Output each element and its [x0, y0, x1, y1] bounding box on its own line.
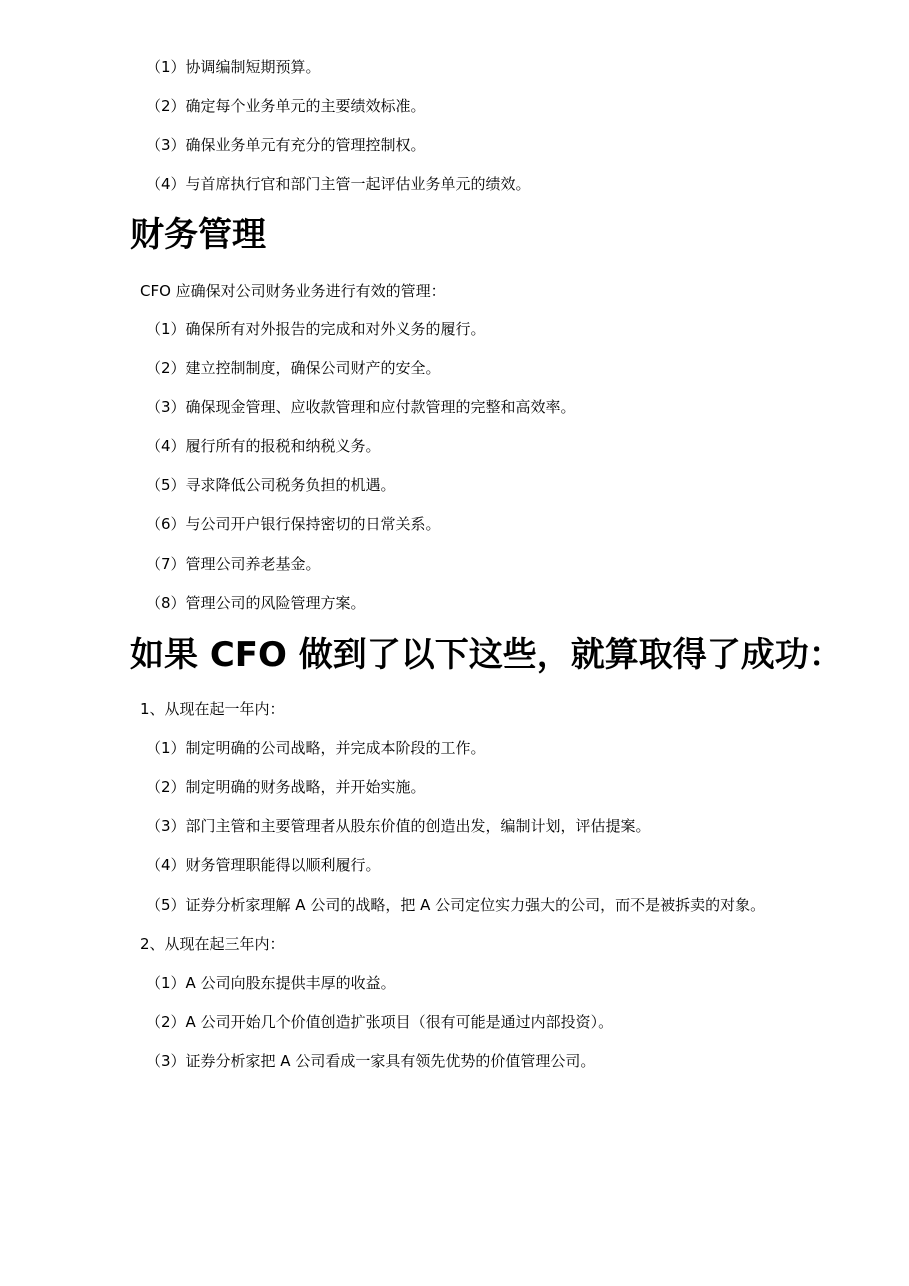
list-item: （5）证券分析家理解 A 公司的战略，把 A 公司定位实力强大的公司，而不是被拆卖的对象。: [146, 896, 766, 914]
list-item: （1）A 公司向股东提供丰厚的收益。: [146, 974, 396, 992]
list-item: （8）管理公司的风险管理方案。: [146, 594, 366, 612]
section-intro: CFO 应确保对公司财务业务进行有效的管理：: [140, 282, 446, 300]
subsection-label-one-year: 1、从现在起一年内：: [140, 700, 285, 718]
section-heading-success: 如果 CFO 做到了以下这些，就算取得了成功：: [130, 635, 843, 675]
list-item: （2）A 公司开始几个价值创造扩张项目（很有可能是通过内部投资）。: [146, 1013, 614, 1031]
list-item: （3）确保现金管理、应收款管理和应付款管理的完整和高效率。: [146, 398, 576, 416]
list-item: （4）履行所有的报税和纳税义务。: [146, 437, 381, 455]
list-item: （4）财务管理职能得以顺利履行。: [146, 856, 381, 874]
list-item: （1）制定明确的公司战略，并完成本阶段的工作。: [146, 739, 486, 757]
list-item: （5）寻求降低公司税务负担的机遇。: [146, 476, 396, 494]
list-item: （1）协调编制短期预算。: [146, 58, 321, 76]
list-item: （2）建立控制制度，确保公司财产的安全。: [146, 359, 441, 377]
list-item: （6）与公司开户银行保持密切的日常关系。: [146, 515, 441, 533]
list-item: （2）确定每个业务单元的主要绩效标准。: [146, 97, 426, 115]
subsection-label-three-year: 2、从现在起三年内：: [140, 935, 285, 953]
list-item: （7）管理公司养老基金。: [146, 555, 321, 573]
list-item: （1）确保所有对外报告的完成和对外义务的履行。: [146, 320, 486, 338]
list-item: （2）制定明确的财务战略，并开始实施。: [146, 778, 426, 796]
list-item: （3）证券分析家把 A 公司看成一家具有领先优势的价值管理公司。: [146, 1052, 596, 1070]
list-item: （4）与首席执行官和部门主管一起评估业务单元的绩效。: [146, 175, 531, 193]
section-heading-finance: 财务管理: [130, 215, 266, 255]
list-item: （3）部门主管和主要管理者从股东价值的创造出发，编制计划，评估提案。: [146, 817, 651, 835]
list-item: （3）确保业务单元有充分的管理控制权。: [146, 136, 426, 154]
